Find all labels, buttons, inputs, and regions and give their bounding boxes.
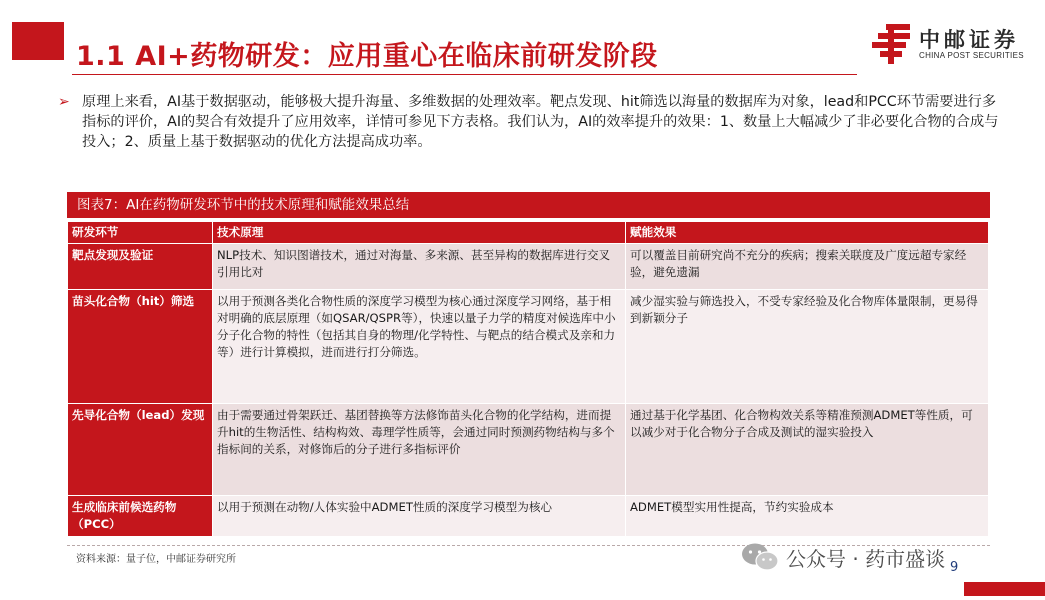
china-post-logo-icon [872,24,912,64]
summary-table [67,221,989,537]
bullet-text: 原理上来看，AI基于数据驱动，能够极大提升海量、多维数据的处理效率。靶点发现、hit筛选以海量的数据库为对象，lead和PCC环节需要进行多指标的评价，AI的契合有效提升了应用效率，详情可参见下方表格。我们认为，AI的效率提升的效果：1、数量上大幅减少了非必要化合物的合成与投入；2、质量上基于数据驱动的优化方法提高成功率。 [82,94,999,150]
figure-caption: 图表7：AI在药物研发环节中的技术原理和赋能效果总结 [67,192,990,218]
table-row [68,290,989,404]
title-divider [72,74,857,75]
logo-name-en: CHINA POST SECURITIES [919,51,1024,60]
effect-cell: 减少湿实验与筛选投入，不受专家经验及化合物库体量限制，更易得到新颖分子 [626,290,989,404]
stage-cell: 生成临床前候选药物（PCC） [68,496,213,537]
page-title: 1.1 AI+药物研发：应用重心在临床前研发阶段 [76,41,658,72]
table-row [68,404,989,496]
effect-cell: 通过基于化学基团、化合物构效关系等精准预测ADMET等性质，可以减少对于化合物分子合成及测试的湿实验投入 [626,404,989,496]
table-row [68,496,989,537]
source-note: 资料来源：量子位，中邮证券研究所 [76,554,236,565]
wechat-icon [740,541,780,573]
page-number: 9 [950,560,959,575]
watermark-text: 公众号 · 药市盛谈 [786,546,946,571]
principle-cell: 由于需要通过骨架跃迁、基团替换等方法修饰苗头化合物的化学结构，进而提升hit的生物活性、结构构效、毒理学性质等，会通过同时预测药物结构与多个指标间的关系，对修饰后的分子进行多指标评价 [213,404,626,496]
stage-cell: 靶点发现及验证 [68,244,213,290]
logo-name-cn: 中邮证券 [919,28,1019,52]
column-header-effect: 赋能效果 [626,222,989,244]
effect-cell: ADMET模型实用性提高，节约实验成本 [626,496,989,537]
principle-cell: 以用于预测在动物/人体实验中ADMET性质的深度学习模型为核心 [213,496,626,537]
watermark [740,537,945,577]
title-accent-bar [12,22,64,60]
table-header-row [68,222,989,244]
principle-cell: 以用于预测各类化合物性质的深度学习模型为核心通过深度学习网络，基于相对明确的底层原理（如QSAR/QSPR等），快速以量子力学的精度对候选库中小分子化合物的特性（包括其自身的物理/化学特性、与靶点的结合模式及亲和力等）进行计算模拟，进而进行打分筛选。 [213,290,626,404]
triangle-bullet-icon: ➢ [58,94,70,110]
column-header-stage: 研发环节 [68,222,213,244]
principle-cell: NLP技术、知识图谱技术，通过对海量、多来源、甚至异构的数据库进行交叉引用比对 [213,244,626,290]
company-logo [872,24,1042,68]
effect-cell: 可以覆盖目前研究尚不充分的疾病；搜索关联度及广度远超专家经验，避免遗漏 [626,244,989,290]
column-header-principle: 技术原理 [213,222,626,244]
table-row [68,244,989,290]
footer-accent-bar [964,582,1045,596]
summary-bullet [58,92,1008,152]
stage-cell: 苗头化合物（hit）筛选 [68,290,213,404]
stage-cell: 先导化合物（lead）发现 [68,404,213,496]
